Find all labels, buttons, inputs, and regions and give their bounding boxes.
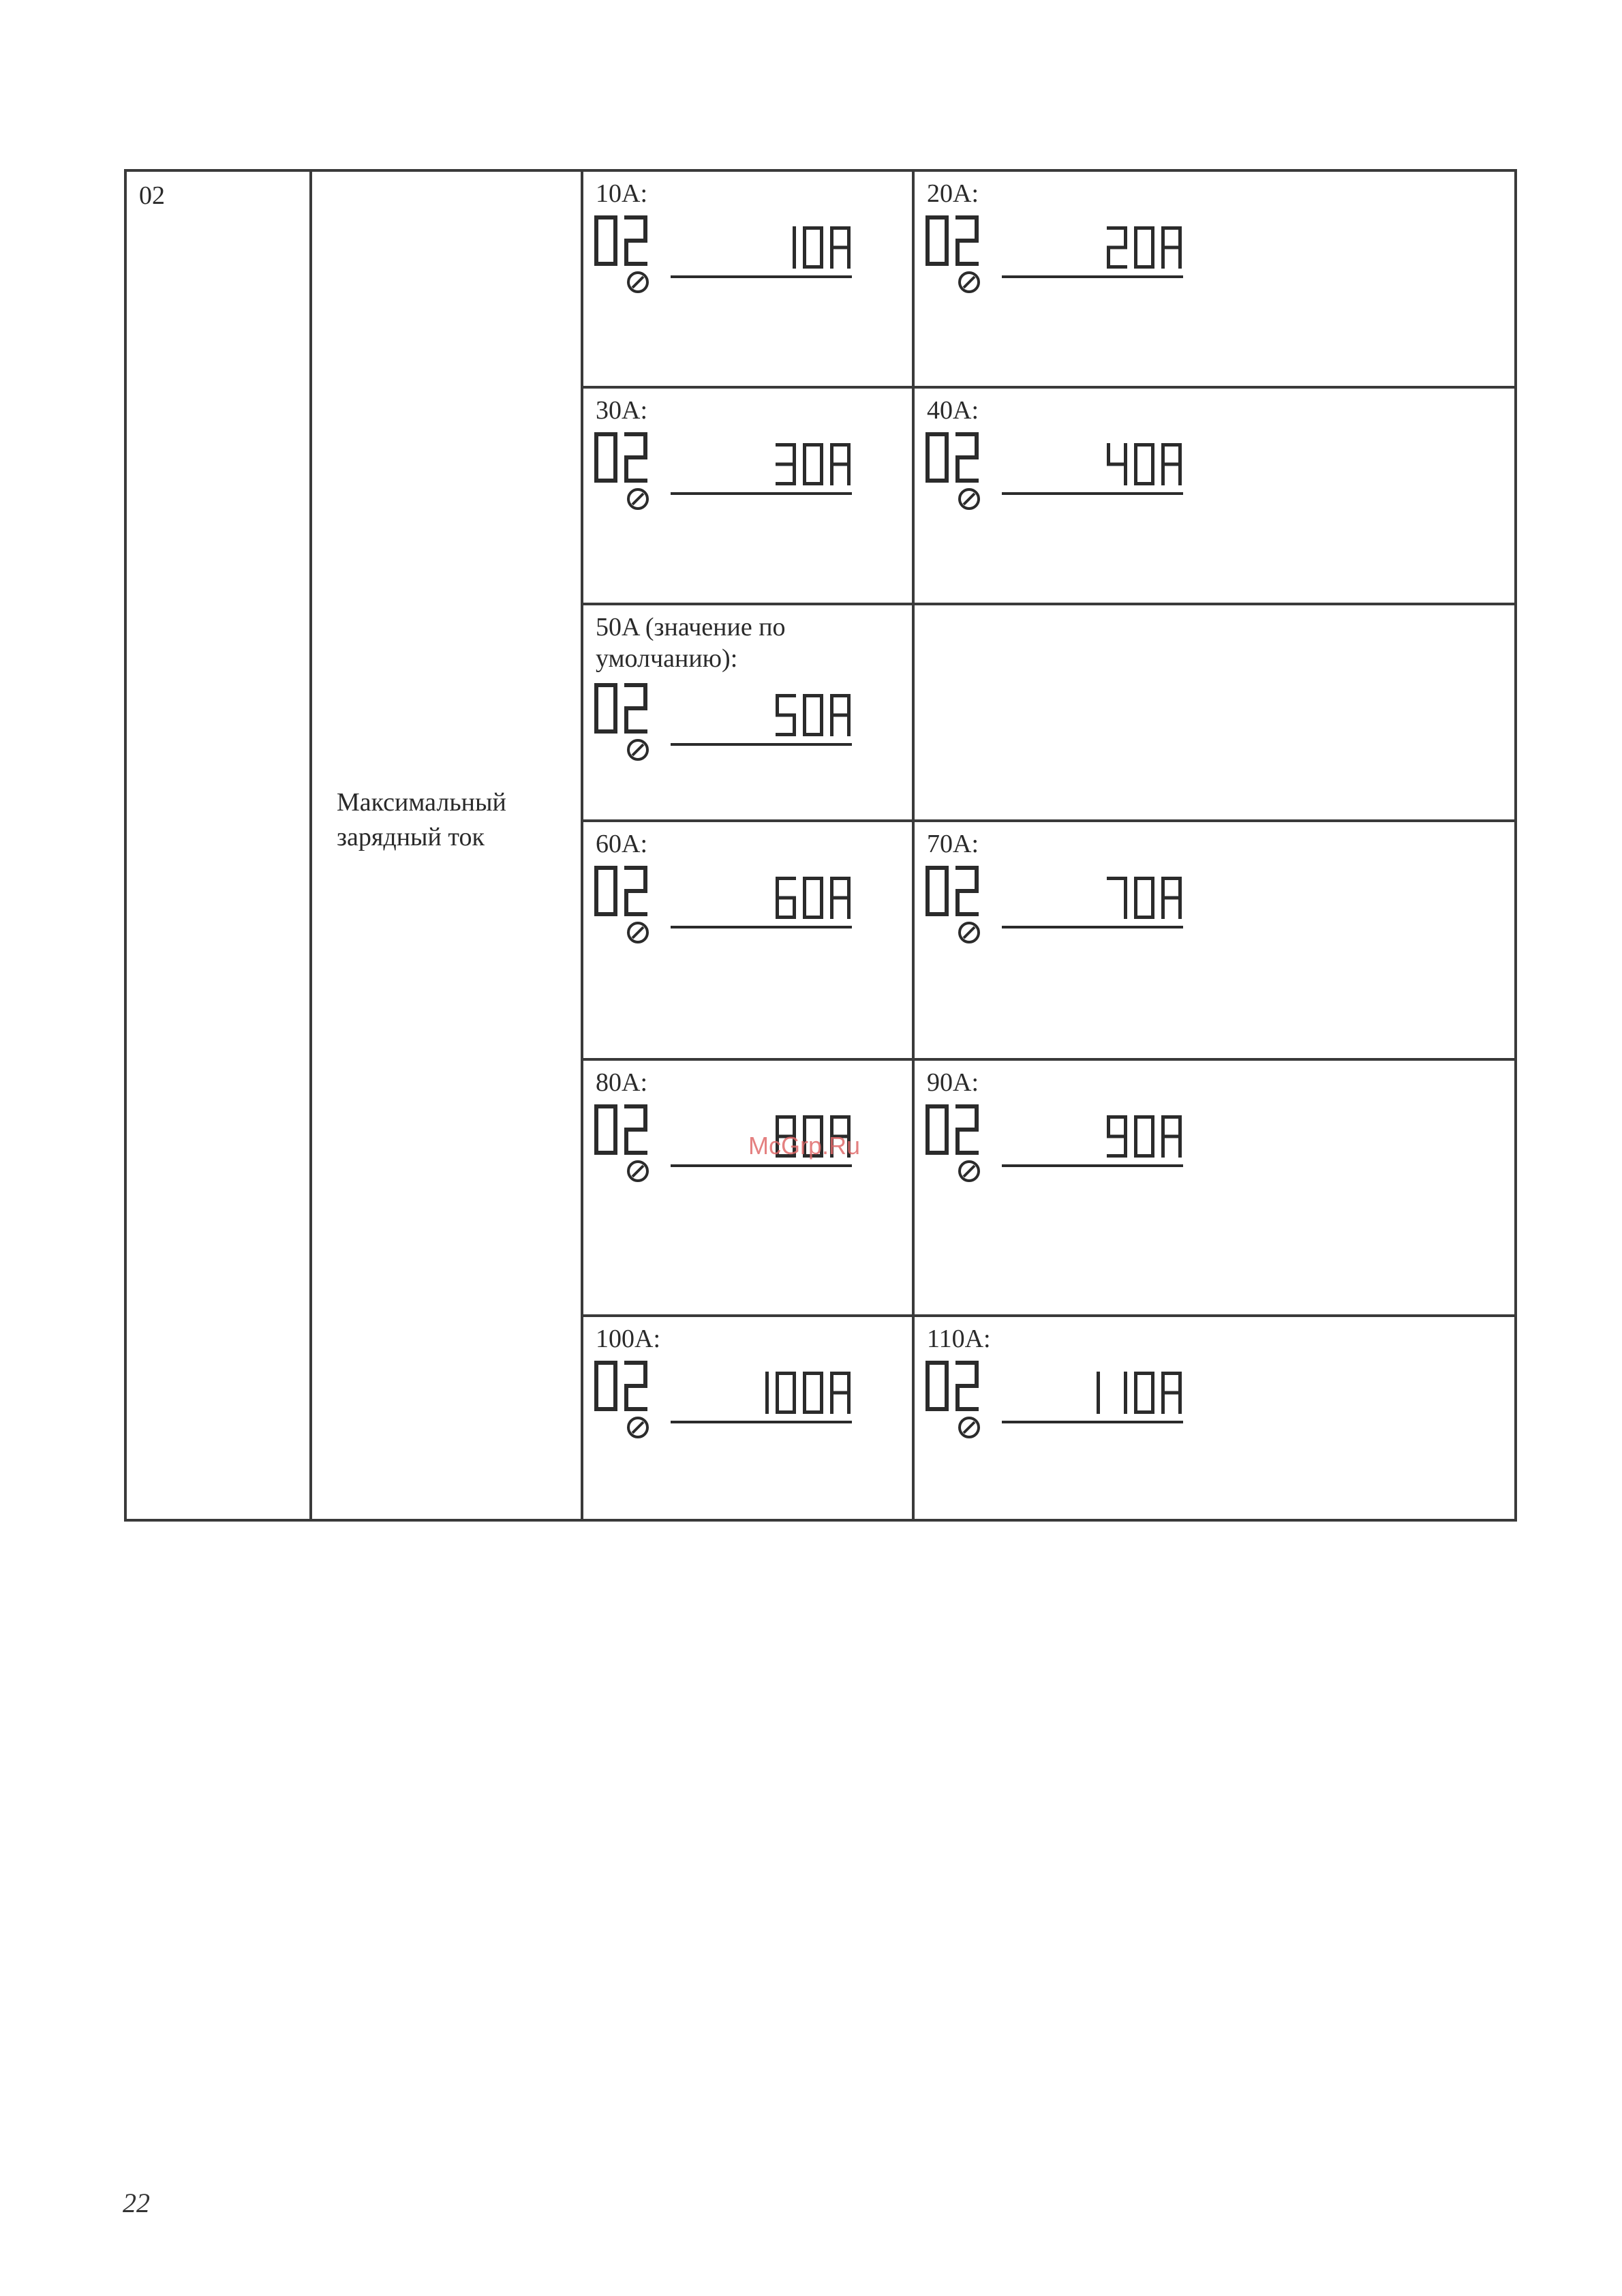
lcd-underline (1002, 1164, 1183, 1167)
lcd-value-digit (1134, 1372, 1154, 1414)
lcd-underline (671, 926, 852, 928)
wrench-circle-icon (628, 273, 647, 292)
lcd-display (590, 863, 856, 945)
lcd-display (921, 429, 1187, 511)
lcd-display (590, 213, 856, 294)
option-cell (582, 821, 913, 1059)
lcd-code-digit (624, 215, 647, 266)
option-cell (913, 170, 1516, 387)
option-cell (582, 387, 913, 604)
lcd-underline (671, 275, 852, 278)
lcd-underline (671, 1164, 852, 1167)
lcd-code-digit (925, 215, 949, 266)
option-label: 10A: (596, 179, 647, 208)
lcd-value-digit (776, 443, 796, 485)
lcd-code-digit (624, 432, 647, 483)
lcd-code-digit (624, 866, 647, 916)
lcd-value-digit (803, 694, 823, 736)
lcd-code-digit (594, 683, 617, 734)
lcd-code-digit (925, 1104, 949, 1155)
wrench-circle-icon (628, 923, 647, 942)
lcd-value-digit (1161, 1115, 1182, 1158)
lcd-code-digit (955, 866, 979, 916)
lcd-value-digit (1161, 226, 1182, 269)
lcd-code-digit (624, 1104, 647, 1155)
lcd-underline (1002, 926, 1183, 928)
setting-name-cell (311, 170, 582, 1520)
lcd-code-digit (594, 215, 617, 266)
option-cell (913, 387, 1516, 604)
lcd-code-digit (925, 432, 949, 483)
option-cell (913, 821, 1516, 1059)
lcd-display (590, 680, 856, 762)
lcd-underline (671, 492, 852, 495)
lcd-code-digit (955, 1104, 979, 1155)
option-label: 20A: (927, 179, 979, 208)
lcd-value-digit (776, 694, 796, 736)
lcd-value-digit (1107, 877, 1127, 919)
settings-table (124, 169, 1517, 1522)
option-cell (913, 1059, 1516, 1316)
wrench-circle-icon (628, 1418, 647, 1437)
lcd-value-digit (1134, 226, 1154, 269)
lcd-display (921, 213, 1187, 294)
lcd-value-digit (1107, 1115, 1127, 1158)
lcd-value-digit (776, 877, 796, 919)
lcd-code-digit (925, 866, 949, 916)
setting-number-cell (125, 170, 311, 1520)
lcd-code-digit (955, 1361, 979, 1411)
empty-cell (913, 604, 1516, 821)
option-label: 50A (значение по умолчанию): (596, 613, 786, 673)
wrench-circle-icon (628, 1162, 647, 1181)
lcd-value-digit (830, 226, 851, 269)
lcd-value-digit (803, 226, 823, 269)
lcd-code-digit (594, 1361, 617, 1411)
option-label: 70A: (927, 830, 979, 858)
option-label: 30A: (596, 396, 647, 425)
lcd-code-digit (955, 215, 979, 266)
lcd-display (590, 1358, 856, 1440)
lcd-display (921, 863, 1187, 945)
lcd-value-digit (1107, 226, 1127, 269)
option-label: 80A: (596, 1068, 647, 1097)
lcd-underline (1002, 275, 1183, 278)
lcd-value-digit (803, 443, 823, 485)
lcd-value-digit (803, 1372, 823, 1414)
lcd-value-digit (830, 1372, 851, 1414)
lcd-code-digit (624, 683, 647, 734)
lcd-value-digit (1134, 1115, 1154, 1158)
lcd-value-digit (803, 877, 823, 919)
lcd-value-digit (830, 694, 851, 736)
lcd-value-digit (1124, 1372, 1127, 1414)
lcd-value-digit (1134, 443, 1154, 485)
lcd-code-digit (594, 866, 617, 916)
option-label: 90A: (927, 1068, 979, 1097)
lcd-value-digit (776, 1372, 796, 1414)
option-cell (913, 1316, 1516, 1520)
lcd-code-digit (594, 1104, 617, 1155)
lcd-value-digit (1097, 1372, 1100, 1414)
wrench-circle-icon (628, 740, 647, 759)
option-label: 60A: (596, 830, 647, 858)
lcd-code-digit (955, 432, 979, 483)
wrench-circle-icon (960, 1162, 979, 1181)
page-number: 22 (123, 2188, 150, 2218)
lcd-display (921, 1102, 1187, 1183)
lcd-underline (1002, 492, 1183, 495)
lcd-value-digit (1107, 443, 1127, 485)
lcd-value-digit (1161, 1372, 1182, 1414)
lcd-value-digit (765, 1372, 769, 1414)
watermark: McGrp.Ru (748, 1132, 861, 1160)
lcd-value-digit (1161, 877, 1182, 919)
wrench-circle-icon (960, 489, 979, 509)
option-cell (582, 604, 913, 821)
wrench-circle-icon (628, 489, 647, 509)
lcd-code-digit (925, 1361, 949, 1411)
lcd-code-digit (594, 432, 617, 483)
lcd-display (921, 1358, 1187, 1440)
lcd-display (590, 429, 856, 511)
lcd-value-digit (830, 443, 851, 485)
wrench-circle-icon (960, 1418, 979, 1437)
setting-name: Максимальный зарядный ток (337, 788, 506, 852)
option-label: 100A: (596, 1325, 660, 1353)
option-cell (582, 1316, 913, 1520)
option-cell (582, 170, 913, 387)
lcd-value-digit (793, 226, 796, 269)
lcd-code-digit (624, 1361, 647, 1411)
lcd-underline (1002, 1421, 1183, 1423)
lcd-value-digit (1161, 443, 1182, 485)
lcd-underline (671, 743, 852, 746)
lcd-value-digit (1134, 877, 1154, 919)
setting-number: 02 (139, 181, 165, 210)
wrench-circle-icon (960, 923, 979, 942)
wrench-circle-icon (960, 273, 979, 292)
option-label: 40A: (927, 396, 979, 425)
lcd-underline (671, 1421, 852, 1423)
lcd-value-digit (830, 877, 851, 919)
option-cell (582, 1059, 913, 1316)
option-label: 110A: (927, 1325, 991, 1353)
